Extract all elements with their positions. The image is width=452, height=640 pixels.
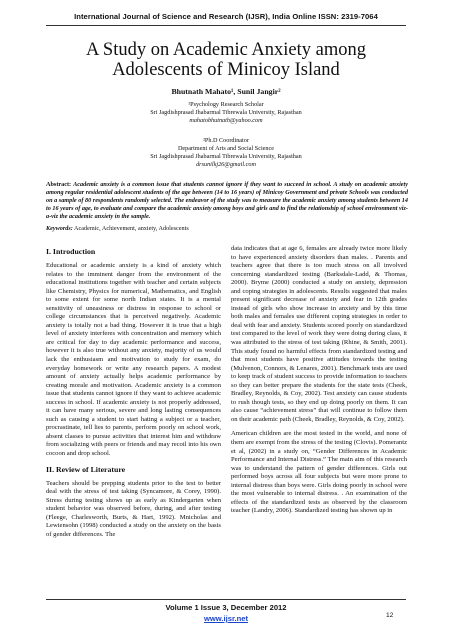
footer-url-link[interactable]: www.ijsr.net [203,614,249,623]
abstract-text: Academic anxiety is a common issue that students cannot ignore if they want to succeed in school. A study on academic anxiety among regular residential adolescent students of the age between (14 to 16 years) of Minicoy Government and private Schools was conducted on a sample of 80 respondents randomly selected. The endeavor of the study was to measure the academic anxiety among students between 14 to 16 years of age, to evaluate and compare the academic anxiety among boys and girls and to find the relationship of school environment viz-a-viz the academic anxiety in the sample. [46,181,409,221]
header-rule [46,25,406,26]
right-column [231,245,407,522]
title-line-2: Adolescents of Minicoy Island [112,60,340,80]
footer-volume: Volume 1 Issue 3, December 2012 [165,603,287,612]
footer-rule [46,599,406,600]
abstract [46,181,408,221]
affiliation-2-email[interactable]: drsunilkj26@gmail.com [196,161,256,168]
affiliation-1-university: Sri Jagdishprasad Jhabarmal Tibrewala University, Rajasthan [150,109,302,116]
right-paragraph-1: data indicates that at age 6, females are already twice more likely to have experienced anxiety disorders than males. . Parents and teachers agree that there is too much stress on all involved concerning standardized testing (Barksdale-Ladd, & Thomas, 2000). Bryme (2000) conducted a study on anxiety, depression and coping strategies in adolescents. Results suggested that males present significant decrease of anxiety and fear in 12th grades instead of girls who show increase in anxiety and by this time both males and females use different coping strategies in order to deal with fear and anxiety. Students scored poorly on standardized test compared to the level of work they were doing during class, it was attributed to the stress of test taking (Rhine, & Smith, 2001). This study found no harmful effects from standardized testing and that most students have positive attitudes towards the testing (Mulvenon, Connors, & Lenares, 2001). Benchmark tests are used to keep track of student success to provide information to teachers so they can better prepare the students for the state tests (Cheek, Bradley, Reynolds, & Coy, 2002). Test anxiety can cause students to rush though tests, so they end up doing poorly on them. It can also cause “achievement stress” that will continue to follow them on their academic path (Cheek, Bradley, Reynolds, & Coy, 2002). [231,245,407,423]
keywords-text: Academic, Achievement, anxiety, Adolescents [74,225,189,232]
section-heading-review: II. Review of Literature [46,464,126,474]
keywords [46,225,408,233]
review-paragraph: Teachers should be prepping students prior to the test to better deal with the stress of test taking (Syncamore, & Corey, 1990). Stress during testing shows up as early as Kindergarten when student behavior was observed before, during, and after testing (Fleege, Charlesworth, Burts, & Hart, 1992). Mnicholas and Lewiensohn (1998) conducted a study on the anxiety on the basis of gender differences. The [46,479,221,538]
journal-header: International Journal of Science and Research (IJSR), India Online ISSN: 2319-7064 [74,12,378,21]
keywords-label: Keywords: [46,225,73,232]
author-list: Bhutnath Mahato¹, Sunil Jangir² [171,87,281,96]
affiliation-1-email[interactable]: mahatobhutnath@yahoo.com [189,117,263,124]
affiliation-1 [0,101,452,125]
paper-title [40,40,412,80]
right-paragraph-2: American children are the most tested in the world, and none of them are exempt from the stress of the testing (Clovis). Pomerantz et al, (2002) in a study on, “Gender Differences in Academic Performance and Internal Distress.” The main aim of this research was to understand the pattern of gender differences. Girls out performed boys across all four subjects but were more prone to internal distress than boys were. Girls doing poorly in school were the most vulnerable to internal distress. . An examination of the effects of the standardized tests as observed by the classroom teacher (Landry, 2006). Standardized testing has shown up in [231,430,407,515]
introduction-paragraph: Educational or academic anxiety is a kind of anxiety which relates to the imminent danger from the environment of the educational institutions together with teacher and certain subjects like Chemistry, Physics for numerical, Mathematics, and English to some extent for some north Indian states. It is a mental sensitivity of uneasiness or distress in response to school or college circumstances that is perceived negatively. Academic anxiety is totally not a bad thing. However it is true that a high level of anxiety interferes with concentration and memory which are critical for day to day academic performance and success, however it is also true without any anxiety, majority of us would lack the enthusiasm and motivation to study for exam, do everyday homework or write any research papers. A modest amount of anxiety actually helps academic performance by creating morale and motivation. Academic anxiety is a common issue that students cannot ignore if they want to achieve academic success in school. If academic anxiety is not properly addressed, it can have many serious, severe and long lasting consequences such as causing a student to start hating a subject or a teacher, procrastinate, tell lies to parents, perform poorly on school work, absent classes to pursue activities that interest him and withdraw from socializing with peers or friends and may recoil into his own cocoon and drop school. [46,262,221,458]
affiliation-2 [0,137,452,169]
page-number: 12 [386,612,394,619]
left-column [46,245,221,545]
title-line-1: A Study on Academic Anxiety among [85,40,367,60]
affiliation-1-role: ¹Psychology Research Scholar [188,101,264,108]
abstract-label: Abstract: [46,181,72,188]
affiliation-2-role: ²Ph.D Coordinator [203,137,249,144]
affiliation-2-department: Department of Arts and Social Science [177,145,275,152]
section-heading-introduction: I. Introduction [46,247,96,256]
affiliation-2-university: Sri Jagdishprasad Jhabarmal Tibrewala University, Rajasthan [150,153,302,160]
